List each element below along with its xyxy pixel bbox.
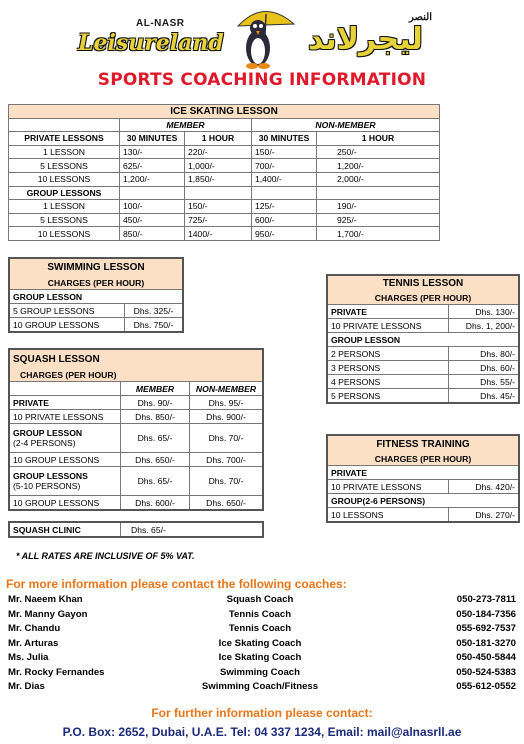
col-header: 1 HOUR [317,132,440,146]
address-line[interactable]: P.O. Box: 2652, Dubai, U.A.E. Tel: 04 337 1234, Email: mail@alnasrll.ae [62,725,462,739]
non-member-header: NON-MEMBER [252,118,440,132]
table-row [327,480,519,494]
price-cell: 1,700/- [317,227,440,241]
coach-sport: Swimming Coach [220,667,300,678]
coach-sport: Ice Skating Coach [218,652,302,663]
price-cell: Dhs. 70/- [190,424,264,453]
row-label: 10 PRIVATE LESSONS [327,480,449,494]
price-cell: Dhs. 95/- [190,396,264,410]
further-info-heading: For further information please contact: [151,706,373,720]
price-cell: 150/- [185,200,252,214]
coach-sport: Tennis Coach [228,623,292,634]
price-cell: 450/- [120,213,185,227]
coach-name: Mr. Dias [8,681,45,692]
contact-heading: For more information please contact the following coaches: [6,577,347,591]
coach-name: Mr. Arturas [8,638,59,649]
fitness-group-label: GROUP(2-6 PERSONS) [327,494,519,508]
empty-cell [185,186,252,200]
brand-arabic-text: ليجرلاند [308,22,423,57]
squash-table [8,348,264,511]
coach-row [0,667,524,682]
coach-name: Mr. Rocky Fernandes [8,667,105,678]
coach-phone[interactable]: 050-181-3270 [456,638,516,649]
price-cell: 725/- [185,213,252,227]
coach-row [0,594,524,609]
penguin-mascot-icon [228,4,300,70]
row-label [9,467,121,496]
price-cell: 130/- [120,145,185,159]
table-row [9,200,440,214]
coach-phone[interactable]: 055-612-0552 [456,681,516,692]
price-cell: Dhs. 80/- [449,347,520,361]
price-cell: 125/- [252,200,317,214]
price-cell: Dhs. 850/- [121,410,190,424]
price-cell: 2,000/- [317,172,440,186]
coach-name: Mr. Chandu [8,623,61,634]
coach-row [0,609,524,624]
squash-title: SQUASH LESSON [9,349,263,368]
group-label: GROUP LESSONS [13,471,88,481]
price-cell: Dhs. 1, 200/- [449,319,520,333]
coach-phone[interactable]: 050-524-5383 [456,667,516,678]
coach-sport: Swimming Coach/Fitness [201,681,319,692]
fitness-title: FITNESS TRAINING [327,435,519,452]
table-row [327,375,519,389]
clinic-price: Dhs. 65/- [121,522,264,537]
price-cell: 850/- [120,227,185,241]
coach-phone[interactable]: 050-273-7811 [456,594,516,605]
member-header: MEMBER [120,118,252,132]
table-row [327,319,519,333]
row-label: 10 GROUP LESSONS [9,496,121,511]
coach-phone[interactable]: 050-184-7356 [456,609,516,620]
lesson-count: 1 LESSON [9,200,120,214]
price-cell: Dhs. 90/- [121,396,190,410]
price-cell: Dhs. 270/- [449,508,520,523]
logo-english [78,18,228,66]
price-cell: 1400/- [185,227,252,241]
price-cell: 925/- [317,213,440,227]
row-label: 5 PERSONS [327,389,449,404]
price-cell: 220/- [185,145,252,159]
table-row [9,213,440,227]
price-cell: 625/- [120,159,185,173]
row-label [9,424,121,453]
lesson-count: 1 LESSON [9,145,120,159]
table-row [9,467,263,496]
price-cell: Dhs. 750/- [125,318,184,333]
logo-arabic [300,12,450,68]
price-cell: 1,200/- [317,159,440,173]
price-cell: Dhs. 65/- [121,467,190,496]
coach-phone[interactable]: 050-450-5844 [456,652,516,663]
price-cell: Dhs. 55/- [449,375,520,389]
table-row [327,508,519,523]
tennis-table [326,274,520,404]
table-row [9,318,183,333]
coach-name: Mr. Manny Gayon [8,609,88,620]
vat-note: * ALL RATES ARE INCLUSIVE OF 5% VAT. [16,551,195,561]
row-label: 10 GROUP LESSONS [9,318,125,333]
price-cell: Dhs. 900/- [190,410,264,424]
swimming-charges: CHARGES (PER HOUR) [9,276,183,290]
row-label: 3 PERSONS [327,361,449,375]
table-row [327,347,519,361]
price-cell: Dhs. 60/- [449,361,520,375]
price-cell: Dhs. 650/- [121,453,190,467]
page-title: SPORTS COACHING INFORMATION [97,70,427,90]
coach-row [0,652,524,667]
table-row [327,389,519,404]
fitness-private-label: PRIVATE [327,466,519,480]
brand-top-text: AL-NASR [136,18,185,29]
row-label: 10 PRIVATE LESSONS [9,410,121,424]
col-header: 1 HOUR [185,132,252,146]
swimming-title: SWIMMING LESSON [9,258,183,276]
price-cell: 950/- [252,227,317,241]
price-cell: 1,200/- [120,172,185,186]
price-cell: Dhs. 650/- [190,496,264,511]
row-label: 4 PERSONS [327,375,449,389]
col-header: 30 MINUTES [120,132,185,146]
brand-script-text: Leisureland [78,30,224,56]
table-row [327,361,519,375]
row-label: PRIVATE [9,396,121,410]
swimming-group-label: GROUP LESSON [9,290,183,304]
price-cell: Dhs. 45/- [449,389,520,404]
price-cell: 1,400/- [252,172,317,186]
empty-cell [9,382,121,396]
non-member-header: NON-MEMBER [190,382,264,396]
clinic-label: SQUASH CLINIC [9,522,121,537]
row-label: 5 GROUP LESSONS [9,304,125,318]
price-cell: Dhs. 130/- [449,305,520,319]
coach-row [0,681,524,696]
table-row [9,227,440,241]
tennis-group-label: GROUP LESSON [327,333,519,347]
tennis-charges: CHARGES (PER HOUR) [327,291,519,305]
member-header: MEMBER [121,382,190,396]
price-cell: Dhs. 700/- [190,453,264,467]
price-cell: 700/- [252,159,317,173]
price-cell: 250/- [317,145,440,159]
empty-cell [317,186,440,200]
row-label: 10 PRIVATE LESSONS [327,319,449,333]
price-cell: Dhs. 65/- [121,424,190,453]
price-cell: Dhs. 325/- [125,304,184,318]
table-row [9,410,263,424]
coach-name: Ms. Julia [8,652,49,663]
price-cell: 190/- [317,200,440,214]
lesson-count: 10 LESSONS [9,172,120,186]
fitness-table [326,434,520,523]
group-sub-label: (2-4 PERSONS) [13,438,76,448]
squash-charges: CHARGES (PER HOUR) [9,368,263,382]
table-row [9,172,440,186]
table-row [9,396,263,410]
coach-sport: Squash Coach [226,594,294,605]
lesson-count: 5 LESSONS [9,213,120,227]
group-sub-label: (5-10 PERSONS) [13,481,81,491]
ice-skating-title: ICE SKATING LESSON [9,105,440,119]
row-label: 10 LESSONS [327,508,449,523]
coach-row [0,623,524,638]
table-row [9,304,183,318]
empty-cell [9,118,120,132]
coach-phone[interactable]: 055-692-7537 [456,623,516,634]
private-lessons-label: PRIVATE LESSONS [9,132,120,146]
price-cell: 600/- [252,213,317,227]
table-row [327,305,519,319]
price-cell: Dhs. 420/- [449,480,520,494]
table-row [9,145,440,159]
row-label: 2 PERSONS [327,347,449,361]
lesson-count: 10 LESSONS [9,227,120,241]
tennis-title: TENNIS LESSON [327,275,519,291]
price-cell: Dhs. 600/- [121,496,190,511]
coach-row [0,638,524,653]
brand-arabic-small-text: النصر [408,12,432,23]
coach-sport: Ice Skating Coach [218,638,302,649]
price-cell: 1,850/- [185,172,252,186]
empty-cell [120,186,185,200]
lesson-count: 5 LESSONS [9,159,120,173]
row-label: 10 GROUP LESSONS [9,453,121,467]
coach-name: Mr. Naeem Khan [8,594,83,605]
ice-skating-table [8,104,440,241]
table-row [9,159,440,173]
col-header: 30 MINUTES [252,132,317,146]
row-label: PRIVATE [327,305,449,319]
table-row [9,496,263,511]
table-row [9,522,263,537]
group-lessons-label: GROUP LESSONS [9,186,120,200]
group-label: GROUP LESSON [13,428,83,438]
squash-clinic-table [8,521,264,538]
table-row [9,453,263,467]
price-cell: 150/- [252,145,317,159]
price-cell: Dhs. 70/- [190,467,264,496]
swimming-table [8,257,184,333]
price-cell: 100/- [120,200,185,214]
price-cell: 1,000/- [185,159,252,173]
empty-cell [252,186,317,200]
coach-sport: Tennis Coach [228,609,292,620]
table-row [9,424,263,453]
fitness-charges: CHARGES (PER HOUR) [327,452,519,466]
